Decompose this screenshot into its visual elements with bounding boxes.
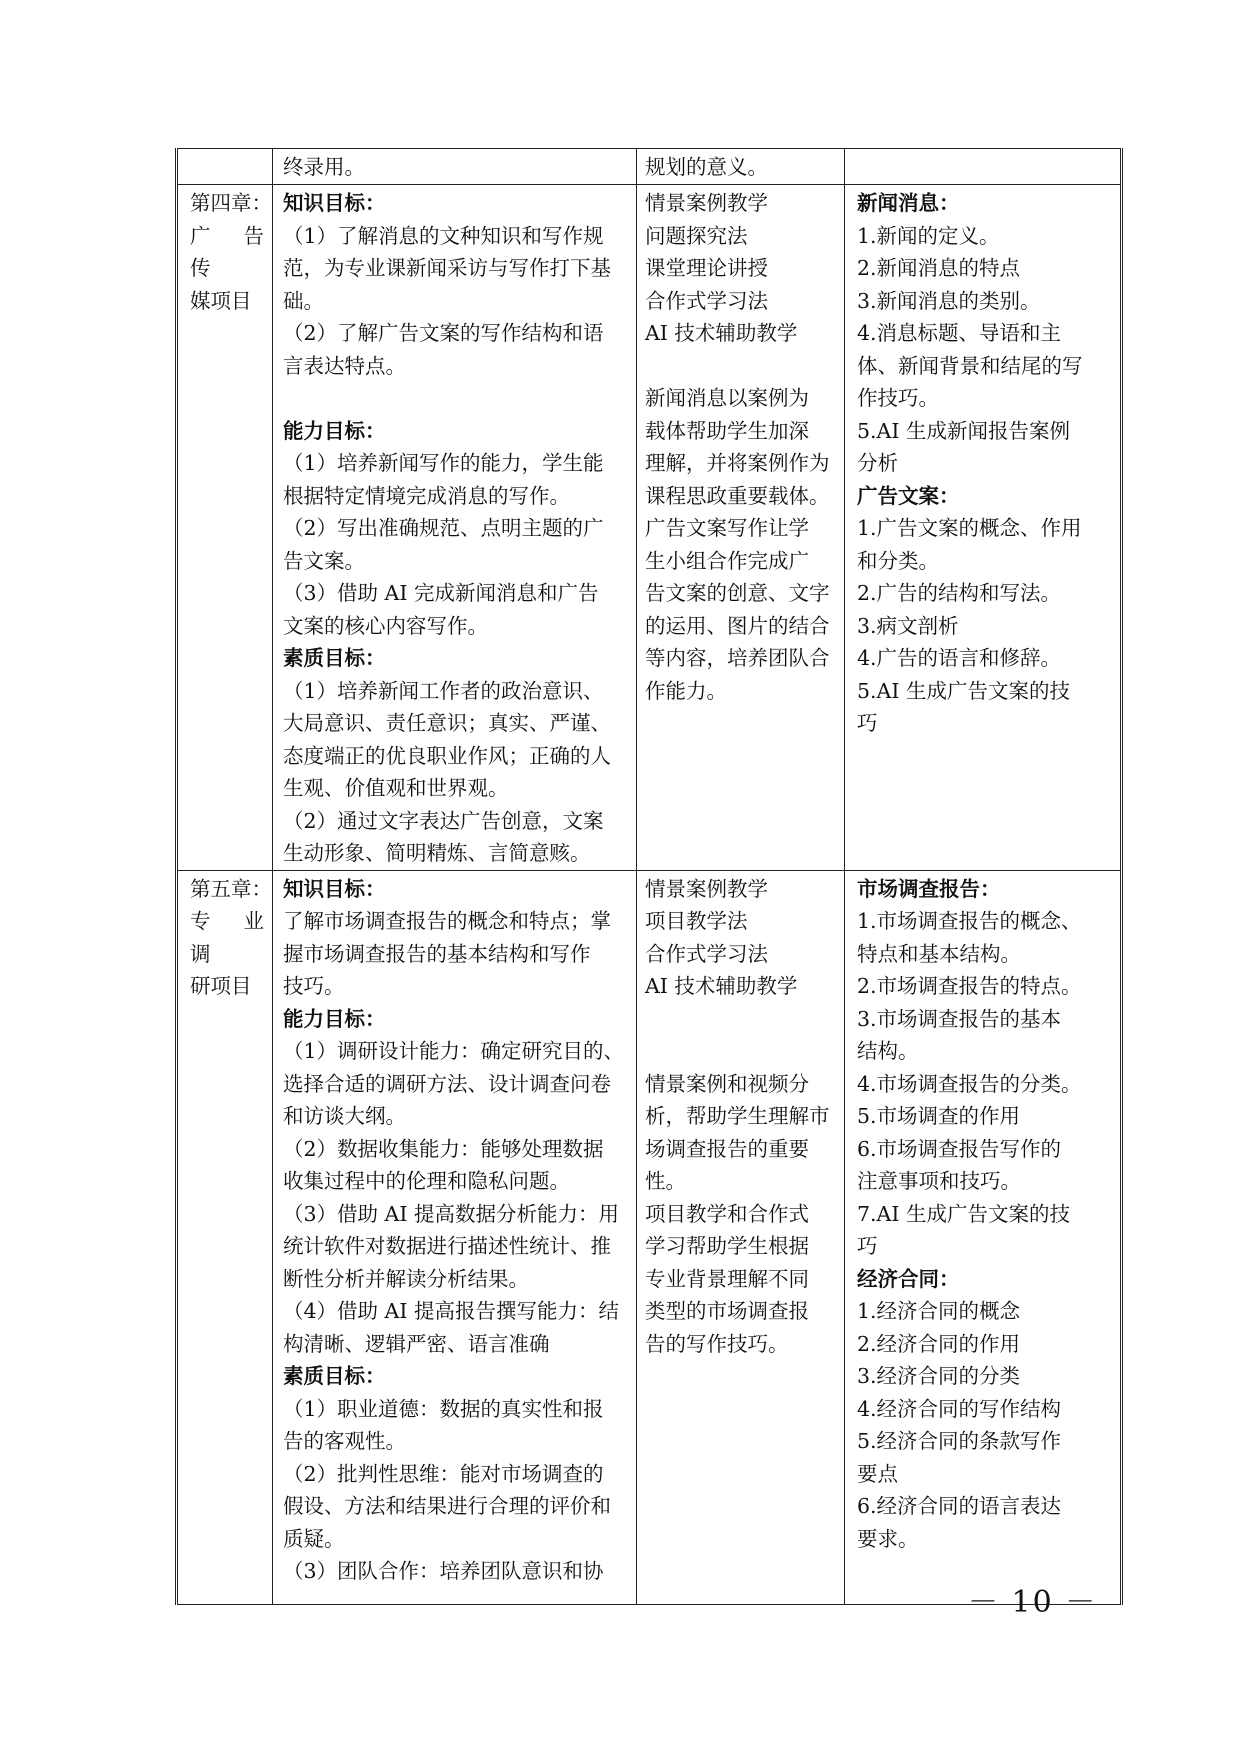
cell-line: 范，为专业课新闻采访与写作打下基 (283, 256, 611, 280)
cell-line: 项目教学法 (645, 909, 748, 933)
cell-line: 生小组合作完成广 (645, 548, 809, 573)
cell-line: 了解市场调查报告的概念和特点；掌 (283, 909, 611, 933)
cell-line: 作能力。 (645, 678, 727, 703)
cell-line: 新闻消息以案例为 (645, 386, 809, 410)
chapter5-title-line1: 第五章： (190, 876, 272, 901)
cell-line: （3）团队合作：培养团队意识和协 (283, 1559, 604, 1583)
continuation-methods-cell (637, 149, 845, 185)
chapter5-title-line2: 专 业 调 (190, 909, 264, 966)
cell-line: （1）调研设计能力：确定研究目的、 (283, 1039, 625, 1063)
chapter4-title-line3: 媒项目 (190, 288, 252, 313)
cell-line: 2.市场调查报告的特点。 (857, 974, 1082, 998)
section-heading: 新闻消息： (857, 191, 960, 215)
cell-line: 特点和基本结构。 (857, 941, 1021, 966)
chapter4-title-cell (177, 185, 273, 871)
cell-line: 告文案。 (283, 548, 365, 573)
cell-line: （3）借助 AI 完成新闻消息和广告 (283, 581, 599, 605)
cell-line: 2.新闻消息的特点 (857, 256, 1021, 280)
cell-line: 告的客观性。 (283, 1429, 406, 1453)
cell-line: 大局意识、责任意识；真实、严谨、 (283, 711, 611, 735)
cell-line: 1.经济合同的概念 (857, 1299, 1021, 1323)
section-heading: 广告文案： (857, 483, 960, 508)
cell-line: 课程思政重要载体。 (645, 483, 830, 508)
cell-line: 2.经济合同的作用 (857, 1331, 1021, 1356)
cell-line: 类型的市场调查报 (645, 1299, 809, 1323)
cell-line: 态度端正的优良职业作风；正确的人 (283, 743, 611, 768)
cell-line: 1.新闻的定义。 (857, 223, 1000, 248)
chapter5-title-cell (177, 870, 273, 1604)
cell-line: （1）了解消息的文种知识和写作规 (283, 223, 604, 248)
cell-line: 握市场调查报告的基本结构和写作 (283, 941, 591, 966)
section-heading: 市场调查报告： (857, 876, 1001, 901)
cell-line: 4.广告的语言和修辞。 (857, 646, 1062, 670)
cell-line: 析，帮助学生理解市 (645, 1104, 830, 1128)
cell-line: 分析 (857, 451, 898, 475)
section-heading: 知识目标： (283, 191, 386, 215)
cell-line: 巧 (857, 711, 878, 735)
cell-line: 告的写作技巧。 (645, 1331, 789, 1356)
cell-line: 2.广告的结构和写法。 (857, 581, 1062, 605)
cell-line: 项目教学和合作式 (645, 1201, 809, 1226)
chapter4-row (177, 185, 1122, 871)
cell-line: 4.消息标题、导语和主 (857, 321, 1062, 345)
cell-line: （2）写出准确规范、点明主题的广 (283, 516, 604, 540)
cell-line: 体、新闻背景和结尾的写 (857, 353, 1083, 378)
cell-line: （2）通过文字表达广告创意，文案 (283, 808, 604, 833)
cell-line: 生观、价值观和世界观。 (283, 776, 509, 800)
cell-line: 场调查报告的重要 (645, 1136, 809, 1161)
cell-line: 3.市场调查报告的基本 (857, 1006, 1062, 1031)
cell-line: 构清晰、逻辑严密、语言准确 (283, 1331, 550, 1356)
cell-line: （2）了解广告文案的写作结构和语 (283, 321, 604, 345)
chapter4-title-line2: 广 告 传 (190, 223, 264, 280)
cell-line: AI 技术辅助教学 (645, 974, 798, 998)
cell-line: 性。 (645, 1169, 686, 1193)
cell-line: （1）培养新闻工作者的政治意识、 (283, 678, 604, 703)
cell-line: 质疑。 (283, 1526, 345, 1551)
cell-spacer (645, 350, 834, 383)
cell-line: 言表达特点。 (283, 353, 406, 378)
cell-line: 合作式学习法 (645, 941, 768, 966)
cell-line: 结构。 (857, 1039, 919, 1063)
cell-line: 专业背景理解不同 (645, 1266, 809, 1291)
cell-line: 文案的核心内容写作。 (283, 613, 488, 638)
cell-line: 础。 (283, 288, 324, 313)
cell-line: （4）借助 AI 提高报告撰写能力：结 (283, 1299, 619, 1323)
cell-spacer (645, 1003, 834, 1036)
cell-line: （2）数据收集能力：能够处理数据 (283, 1136, 604, 1161)
cell-line: 规划的意义。 (645, 155, 768, 179)
cell-line: 4.经济合同的写作结构 (857, 1396, 1062, 1421)
cell-line: 要点 (857, 1461, 898, 1486)
cell-line: （2）批判性思维：能对市场调查的 (283, 1461, 604, 1486)
cell-line: 载体帮助学生加深 (645, 418, 809, 443)
cell-line: 5.市场调查的作用 (857, 1104, 1021, 1128)
chapter4-content-cell (845, 185, 1122, 871)
cell-line: 3.新闻消息的类别。 (857, 288, 1041, 313)
cell-line: 4.市场调查报告的分类。 (857, 1071, 1082, 1096)
chapter4-title-line1: 第四章： (190, 191, 272, 215)
cell-line: 终录用。 (283, 155, 365, 179)
cell-line: （1）培养新闻写作的能力，学生能 (283, 451, 604, 475)
section-heading: 经济合同： (857, 1266, 960, 1291)
section-heading: 知识目标： (283, 876, 386, 901)
chapter4-methods-cell (637, 185, 845, 871)
section-heading: 素质目标： (283, 646, 386, 670)
chapter5-title-line3: 研项目 (190, 974, 252, 998)
cell-line: 假设、方法和结果进行合理的评价和 (283, 1494, 611, 1518)
continuation-objectives-cell (273, 149, 637, 185)
cell-line: 要求。 (857, 1526, 919, 1551)
continuation-chapter-cell (177, 149, 273, 185)
page-number: － 10 － (968, 1585, 1098, 1620)
cell-line: 和访谈大纲。 (283, 1104, 406, 1128)
cell-line: 注意事项和技巧。 (857, 1169, 1021, 1193)
cell-line: 5.AI 生成广告文案的技 (857, 678, 1070, 703)
cell-line: 选择合适的调研方法、设计调查问卷 (283, 1071, 611, 1096)
cell-line: 7.AI 生成广告文案的技 (857, 1201, 1070, 1226)
cell-line: 告文案的创意、文字 (645, 581, 830, 605)
cell-line: 根据特定情境完成消息的写作。 (283, 483, 570, 508)
cell-line: 巧 (857, 1234, 878, 1258)
cell-spacer (283, 382, 628, 415)
cell-line: 课堂理论讲授 (645, 256, 768, 280)
cell-line: 断性分析并解读分析结果。 (283, 1266, 529, 1291)
cell-line: 作技巧。 (857, 386, 939, 410)
cell-line: 5.经济合同的条款写作 (857, 1429, 1062, 1453)
cell-line: 6.市场调查报告写作的 (857, 1136, 1062, 1161)
cell-line: 情景案例和视频分 (645, 1071, 809, 1096)
continuation-row (177, 149, 1122, 185)
section-heading: 素质目标： (283, 1364, 386, 1388)
cell-line: 情景案例教学 (645, 876, 768, 901)
cell-line: 等内容，培养团队合 (645, 646, 830, 670)
cell-line: 收集过程中的伦理和隐私问题。 (283, 1169, 570, 1193)
cell-line: 技巧。 (283, 974, 345, 998)
cell-line: 理解，并将案例作为 (645, 451, 830, 475)
continuation-content-cell (845, 149, 1122, 185)
cell-line: 和分类。 (857, 548, 939, 573)
cell-line: 1.广告文案的概念、作用 (857, 516, 1082, 540)
chapter5-row (177, 870, 1122, 1604)
chapter5-methods-cell (637, 870, 845, 1604)
cell-line: 统计软件对数据进行描述性统计、推 (283, 1234, 611, 1258)
chapter4-objectives-cell (273, 185, 637, 871)
cell-line: 3.病文剖析 (857, 613, 959, 638)
cell-line: （3）借助 AI 提高数据分析能力：用 (283, 1201, 619, 1226)
cell-line: 广告文案写作让学 (645, 516, 809, 540)
curriculum-table (175, 148, 1123, 1605)
cell-line: 合作式学习法 (645, 288, 768, 313)
chapter5-objectives-cell (273, 870, 637, 1604)
cell-line: （1）职业道德：数据的真实性和报 (283, 1396, 604, 1421)
cell-line: 学习帮助学生根据 (645, 1234, 809, 1258)
chapter5-content-cell (845, 870, 1122, 1604)
cell-line: 5.AI 生成新闻报告案例 (857, 418, 1070, 443)
cell-line: 1.市场调查报告的概念、 (857, 909, 1082, 933)
cell-line: AI 技术辅助教学 (645, 321, 798, 345)
cell-spacer (645, 1035, 834, 1068)
cell-line: 6.经济合同的语言表达 (857, 1494, 1062, 1518)
section-heading: 能力目标： (283, 418, 386, 443)
section-heading: 能力目标： (283, 1006, 386, 1031)
cell-line: 情景案例教学 (645, 191, 768, 215)
cell-line: 问题探究法 (645, 223, 748, 248)
cell-line: 生动形象、简明精炼、言简意赅。 (283, 841, 591, 865)
cell-line: 3.经济合同的分类 (857, 1364, 1021, 1388)
cell-line: 的运用、图片的结合 (645, 613, 830, 638)
